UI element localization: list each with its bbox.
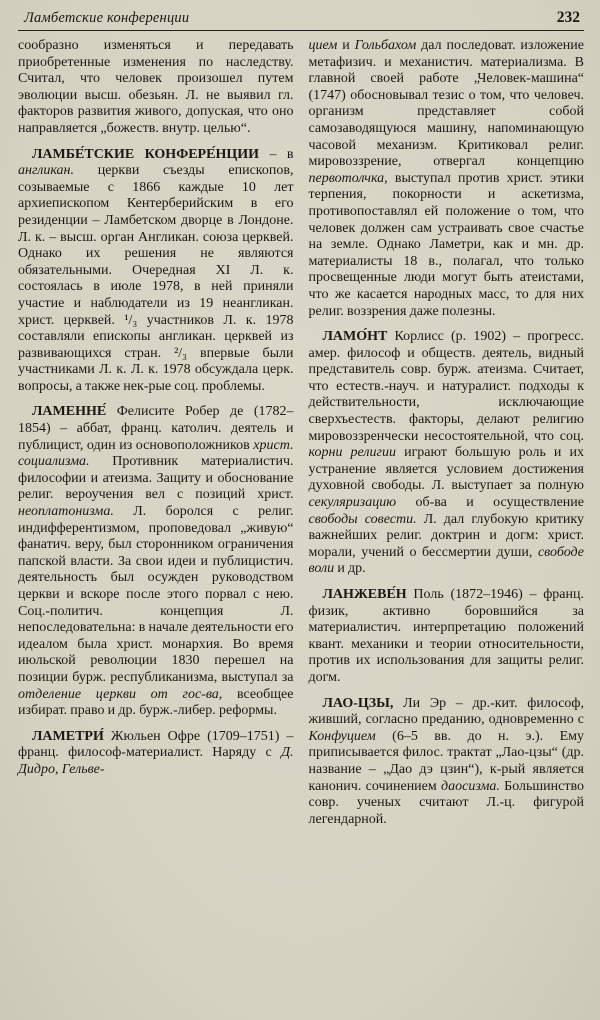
header-rule [18, 30, 584, 31]
text-run: и др. [334, 561, 366, 577]
text-run: – в [259, 146, 294, 162]
entry-lambetskie-konferentsii [18, 147, 294, 396]
text-run: Корлисс (р. 1902) – прогресс. амер. философ и обществ. деятель, видный представитель совр. бурж. атеизма. Считает, что естеств.-науч. и натуралист. подходы к действительности, исключающие сверхъестеств. факторы, делают религию мировоззренчески несостоятельной, что соц. [308, 329, 584, 444]
italic-term: Д. Дидро, Гельве- [18, 745, 294, 777]
text-run: Жюльен Офре (1709–1751) – франц. философ-материалист. Наряду с [18, 728, 294, 761]
page-header [18, 9, 584, 27]
italic-term: христ. социализма. [18, 437, 294, 470]
italic-term: неоплатонизма. [18, 504, 114, 520]
text-run: сообразно изменяться и передавать приобретенные изменения по наследству. Считал, что человек произошел путем эволюции высш. обезьян. Л. не выявил гл. факторов развития живого, допуская, что оно направляется „божеств. внутр. целью“. [18, 38, 294, 136]
text-run: всеобщее избират. право и др. бурж.-либер. реформы. [18, 686, 294, 719]
text-run: играют большую роль и их устранение является условием достижения духовной свободы. Л. выступает за полную [308, 445, 584, 494]
headword: ЛАМБЕ́ТСКИЕ КОНФЕРЕ́НЦИИ [32, 146, 260, 162]
italic-term: цием [308, 38, 338, 53]
text-run: и [337, 38, 355, 53]
italic-term: отделение церкви от гос-ва, [18, 686, 223, 702]
text-run: дал последоват. изложение метафизич. и механистич. материализма. В главной своей работе „Человек-машина“ (1747) обосновывал тезис о том, что человеч. организм представляет собой самозаводящуюся машину, напоминающую часовой механизм. Критиковал религ. мировоззрение, отвергал концепцию [308, 38, 584, 170]
text-run: Фелисите Робер де (1782–1854) – аббат, франц. католич. деятель и публицист, один из основоположников [18, 404, 294, 453]
running-head-title: Ламбетские конференции [24, 10, 190, 26]
text-run: Ли Эр – др.-кит. философ, живший, согласно преданию, одновременно с [308, 695, 584, 728]
text-run: Противник материалистич. философии и атеизма. Защиту и обоснование религ. вероучения вел с позиций христ. [18, 454, 294, 503]
entry-langevin [309, 587, 585, 687]
headword: ЛАМО́НТ [322, 329, 388, 345]
entry-lametri [18, 729, 294, 779]
text-run: Л. боролся с религ. индифферентизмом, проповедовал „живую“ фанатич. веру, был сторонником ограничения папской власти. За свои идеи и публицистич. деятельность был осужден руководством церкви и вскоре после этого порвал с нею. Соц.-политич. концепция Л. непоследовательна: в начале деятельности его идеалом была христ. монархия. Во время июльской революции 1830 перешел на позиции бурж. республиканизма, выступал за [18, 504, 294, 685]
italic-term: секуляризацию [308, 495, 397, 511]
italic-term: первотолчка, [308, 170, 388, 186]
entry-lao-tszy [309, 696, 585, 829]
italic-term: даосизма. [441, 778, 500, 794]
text-run: Большинство совр. ученых считают Л.-ц. фигурой легендарной. [308, 778, 584, 827]
text-run: Поль (1872–1946) – франц. физик, активно боровшийся за материалистич. интерпретацию положений квант. механики и теории относительности, против их использования для защиты религ. догм. [308, 587, 584, 685]
headword: ЛАО-ЦЗЫ, [322, 695, 394, 711]
italic-term: корни религии [308, 445, 396, 461]
italic-term: свободе воли [308, 544, 584, 577]
text-run: церкви съезды епископов, созываемые с 1866 каждые 10 лет архиепископом Кентерберийским в его резиденции – Ламбетском дворце в Лондоне. Л. к. – высш. орган Англикан. союза церквей. Однако их решения не являются обязательными. Очередная XI Л. к. состоялась в июле 1978, в ней приняли участие и наблюдатели из 19 неангликан. христ. церквей. ¹/₃ участников Л. к. 1978 составляли епископы англикан. церквей из развивающихся стран. ²/₃ впервые были участниками Л. к. Л. к. 1978 обсуждала церк. вопросы, а также нек-рые соц. проблемы. [18, 163, 294, 394]
headword: ЛАМЕННЕ́ [32, 404, 107, 420]
entry-lamenne [18, 404, 294, 719]
left-column [18, 38, 294, 828]
text-run: Л. дал глубокую критику важнейших религ. доктрин и догм: христ. морали, учений о бессмертии души, [308, 511, 584, 560]
italic-term: свободы совести. [308, 511, 417, 527]
entry-lamont [309, 329, 585, 578]
headword: ЛАМЕТРИ́ [32, 728, 104, 744]
text-run: (6–5 вв. до н. э.). Ему приписывается филос. трактат „Лао-цзы“ (др. название – „Дао дэ цзин“), к-рый является канонич. сочинением [308, 728, 584, 794]
italic-term: англикан. [18, 163, 74, 179]
entry-lametri-continuation [309, 38, 585, 320]
italic-term: Конфуцием [308, 728, 376, 744]
italic-term: Гольбахом [354, 38, 417, 53]
text-run: об-ва и осуществление [396, 495, 584, 511]
right-column [309, 38, 585, 828]
continuation-paragraph [18, 38, 294, 138]
text-columns [18, 38, 584, 828]
text-run: выступал против христ. этики терпения, покорности и аскетизма, противопоставлял ей положение о том, что человек должен сам устраивать свое счастье на земле. Однако Ламетри, как и мн. др. материалисты 18 в., полагал, что только просвещенные люди могут быть атеистами, что же касается народных масс, то для них религ. воззрения даже полезны. [308, 170, 584, 319]
headword: ЛАНЖЕВЕ́Н [322, 587, 407, 602]
page-number: 232 [556, 9, 580, 26]
